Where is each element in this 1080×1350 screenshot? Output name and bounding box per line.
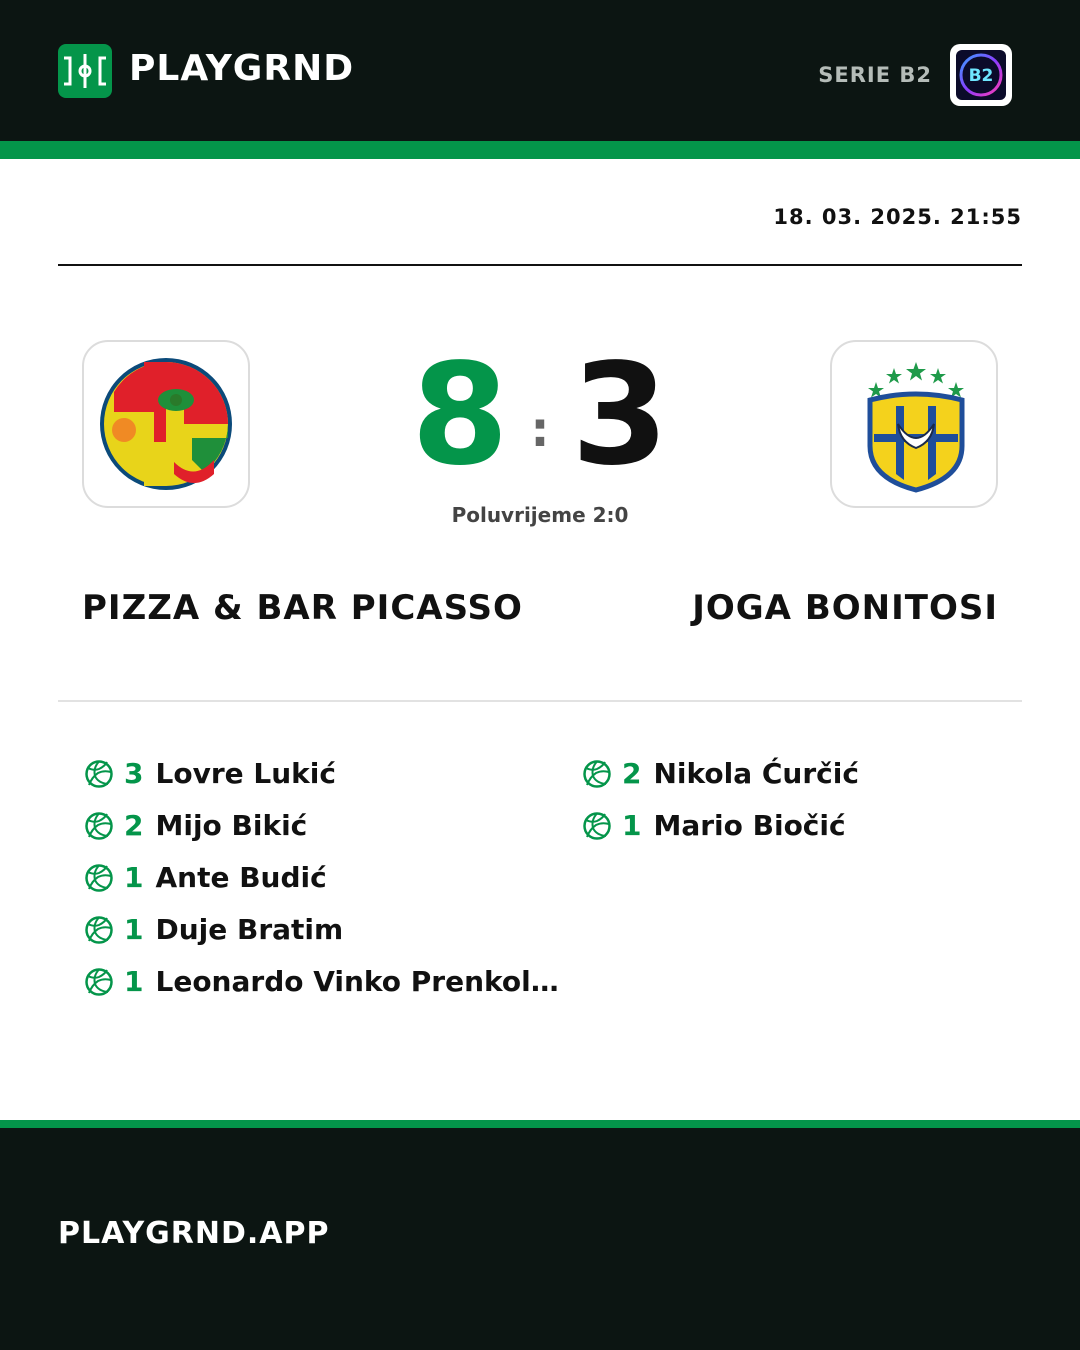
score-separator: : [530,402,550,458]
football-icon [582,811,612,841]
league-name: SERIE B2 [818,63,932,87]
header-accent-stripe [0,141,1080,159]
scorer-row [84,852,564,904]
away-scorers-list [582,748,1022,852]
scorer-goals: 2 [622,757,642,790]
scorer-goals: 1 [124,861,144,894]
home-scorers-list [84,748,564,1008]
pitch-icon [58,44,112,98]
brand-name: PLAYGRND [129,48,355,89]
scorer-goals: 1 [124,965,144,998]
scorer-row [582,748,1022,800]
scorer-name: Lovre Lukić [155,757,336,790]
football-icon [84,915,114,945]
scorer-name: Mario Biočić [653,809,846,842]
football-icon [84,759,114,789]
scorer-name: Ante Budić [155,861,327,894]
footer-accent-stripe [0,1120,1080,1128]
football-icon [84,967,114,997]
home-team-name: PIZZA & BAR PICASSO [82,588,523,628]
scorer-goals: 1 [622,809,642,842]
match-datetime: 18. 03. 2025. 21:55 [773,205,1022,229]
scorer-row [84,956,564,1008]
scorer-goals: 3 [124,757,144,790]
scorer-name: Mijo Bikić [155,809,308,842]
away-team-logo [830,340,998,508]
football-icon [84,863,114,893]
away-team-name: JOGA BONITOSI [692,588,998,628]
football-icon [84,811,114,841]
league-badge-text: B2 [968,66,994,86]
halftime-score: Poluvrijeme 2:0 [451,503,629,527]
home-team-logo [82,340,250,508]
footer-url: PLAYGRND.APP [58,1216,330,1251]
divider [58,700,1022,702]
league-badge [950,44,1012,106]
scorer-row [582,800,1022,852]
scorer-goals: 2 [124,809,144,842]
scorer-row [84,800,564,852]
scorer-name: Duje Bratim [155,913,344,946]
scorer-name: Leonardo Vinko Prenkol… [155,965,559,998]
football-icon [582,759,612,789]
scorer-name: Nikola Ćurčić [653,757,859,790]
scorer-goals: 1 [124,913,144,946]
divider [58,264,1022,266]
home-score: 8 [411,334,509,497]
scorer-row [84,904,564,956]
scorer-row [84,748,564,800]
away-score: 3 [571,334,669,497]
